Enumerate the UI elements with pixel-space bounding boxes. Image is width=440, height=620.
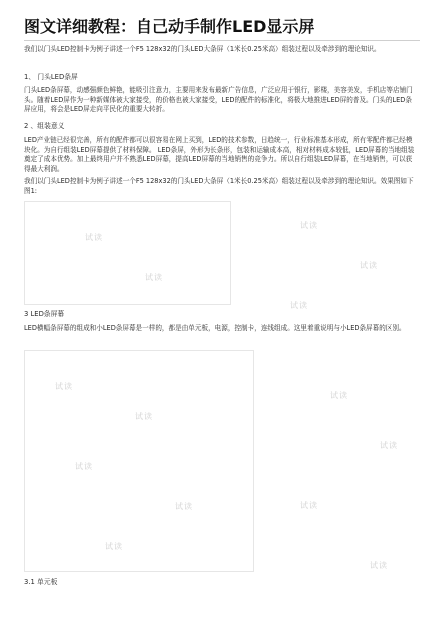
section-2-heading: 2 、组装意义 — [24, 122, 65, 130]
section-2-example: 我们以门头LED控制卡为例子讲述一个F5 128x32的门头LED大条屏（1米长0.25米高）组装过程以及牵涉到的理论知识。效果图如下图1: — [24, 177, 414, 195]
figure-1-image — [24, 201, 231, 305]
section-3-heading: 3 LED条屏幕 — [24, 310, 65, 318]
watermark-text: 试读 — [175, 502, 193, 511]
section-2-text: LED产业链已经很完善，所有的配件都可以很容易在网上买到，LED的技术参数，日趋统一，行业标准基本形成，所有零配件都已经模块化。为自行组装LED屏幕提供了材料保障。 LED条屏，外形为长条形，包装和运输成本高，相对材料成本较低，LED屏幕的当地组装奠定了成本优势。加上最终用户并不熟悉LED屏幕，提高LED屏幕的当地销售的竞争力。所以自行组装LED屏幕，在当地销售，可以获得最大利润。 — [24, 136, 415, 173]
intro-paragraph: 我们以门头LED控制卡为例子讲述一个F5 128x32的门头LED大条屏（1米长0.25米高）组装过程以及牵涉到的理论知识。 — [24, 45, 381, 53]
watermark-text: 试读 — [55, 382, 73, 391]
section-1-text: 门头LED条屏幕，动感强颜色鲜艳，能吸引注意力，主要用来发布最新广告信息，广泛应用于银行，影楼，美容美发，手机店等店铺门头。随着LED屏作为一种新媒体被大家接受，的价格也被大家接受，LED的配件的标准化，将极大地推进LED屏的普及。门头的LED条屏应用，将会是LED屏走向平民化的重要大转折。 — [24, 86, 413, 114]
watermark-text: 试读 — [85, 233, 103, 242]
section-1-heading: 1、 门头LED条屏 — [24, 73, 78, 81]
watermark-text: 试读 — [105, 542, 123, 551]
document-title: 图文详细教程：自己动手制作LED显示屏 — [24, 17, 315, 36]
section-3-1-heading: 3.1 单元板 — [24, 578, 58, 586]
title-divider — [24, 40, 420, 41]
watermark-text: 试读 — [380, 441, 398, 450]
watermark-text: 试读 — [370, 561, 388, 570]
watermark-text: 试读 — [330, 391, 348, 400]
watermark-text: 试读 — [145, 273, 163, 282]
watermark-text: 试读 — [300, 501, 318, 510]
watermark-text: 试读 — [75, 462, 93, 471]
figure-2-image — [24, 350, 254, 572]
watermark-text: 试读 — [360, 261, 378, 270]
section-3-text: LED横幅条屏幕的组成和小LED条屏幕是一样的，都是由单元板，电源，控制卡，连线组成。这里着重说明与小LED条屏幕的区别。 — [24, 324, 406, 332]
watermark-text: 试读 — [300, 221, 318, 230]
watermark-text: 试读 — [290, 301, 308, 310]
watermark-text: 试读 — [135, 412, 153, 421]
